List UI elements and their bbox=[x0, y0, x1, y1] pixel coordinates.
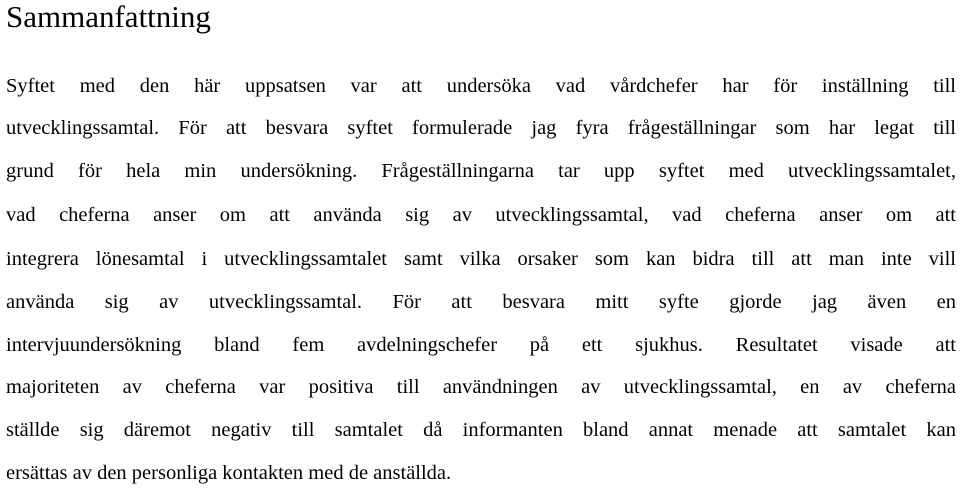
paragraph-line: Syftet med den här uppsatsen var att undersöka vad vårdchefer har för inställning till bbox=[6, 75, 956, 97]
paragraph-line: intervjuundersökning bland fem avdelningschefer på ett sjukhus. Resultatet visade att bbox=[6, 334, 956, 356]
paragraph-line: ersättas av den personliga kontakten med de anställda. bbox=[6, 462, 452, 484]
paragraph-line: utvecklingssamtal. För att besvara syftet formulerade jag fyra frågeställningar som har legat till bbox=[6, 117, 956, 139]
paragraph-line: majoriteten av cheferna var positiva till användningen av utvecklingssamtal, en av cheferna bbox=[6, 376, 956, 398]
paragraph-line: grund för hela min undersökning. Frågeställningarna tar upp syftet med utvecklingssamtalet, bbox=[6, 160, 956, 182]
paragraph-line: vad cheferna anser om att använda sig av utvecklingssamtal, vad cheferna anser om att bbox=[6, 204, 956, 226]
paragraph-line: ställde sig däremot negativ till samtalet då informanten bland annat menade att samtalet kan bbox=[6, 419, 956, 441]
paragraph-line: integrera lönesamtal i utvecklingssamtalet samt vilka orsaker som kan bidra till att man inte vill bbox=[6, 248, 956, 270]
paragraph-line: använda sig av utvecklingssamtal. För att besvara mitt syfte gjorde jag även en bbox=[6, 291, 956, 313]
section-heading: Sammanfattning bbox=[6, 0, 211, 34]
